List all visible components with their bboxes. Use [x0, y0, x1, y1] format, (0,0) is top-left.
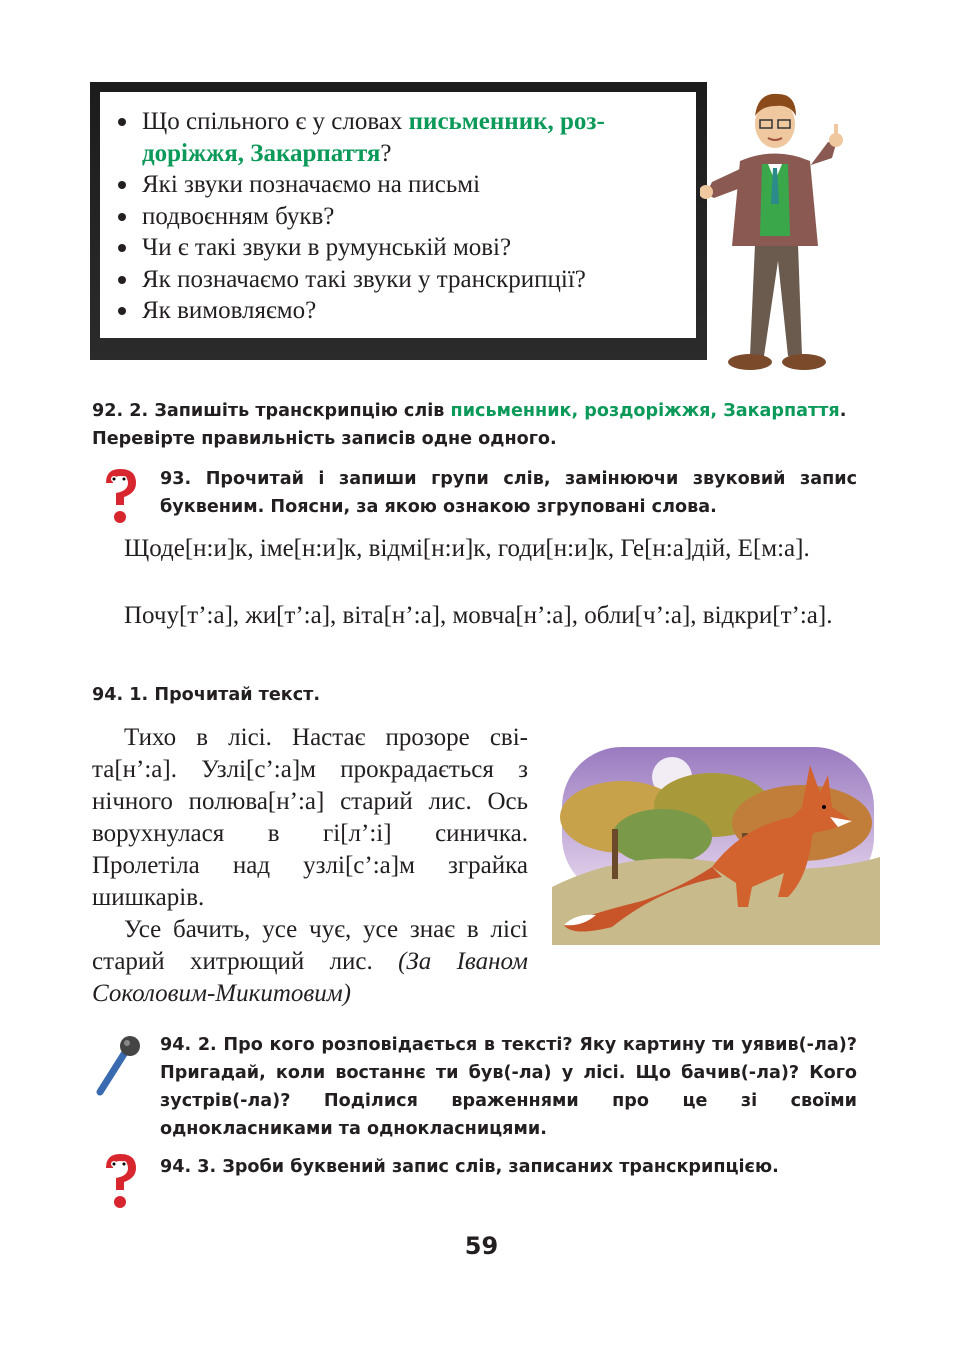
reading-paragraph-1: Тихо в лісі. Настає прозоре сві-та[н’:а]. Узлі[с’:а]м прокрадається з нічного полюва[н’:а] старий лис. Ось ворухнулася в гі[л’:і] синичка. Пролетіла над узлі[с’:а]м зграйка шишкарів.	[92, 724, 528, 911]
question-mark-text: ?	[380, 139, 392, 167]
teacher-illustration	[700, 86, 860, 378]
text-source: (За Іваном Соколовим-Микитовим)	[92, 948, 528, 1007]
reading-paragraph-2-text: Усе бачить, усе чує, усе знає в лісі старий хитрющий лис.	[92, 916, 528, 975]
task-94-2: 94. 2. Про кого розповідається в тексті? Яку картину ти уявив(-ла)? Пригадай, коли востаннє ти був(-ла) у лісі. Що бачив(-ла)? Кого зустрів(-ла)? Поділися враженнями про це зі своїми однокласниками та однокласницями.	[160, 1035, 857, 1139]
question-item: Чи є такі звуки в румунській мові?	[112, 232, 696, 264]
reading-paragraph-2	[92, 914, 528, 1010]
fox-illustration	[552, 737, 880, 945]
question-item: Які звуки позначаємо на письмі	[112, 169, 696, 201]
task-92-2	[92, 397, 872, 453]
question-item: Як вимовляємо?	[112, 295, 696, 327]
reading-text	[92, 722, 528, 1010]
task-92-2-text: 92. 2. Запишіть транскрипцію слів	[92, 401, 451, 421]
word-group-1: Щоде[н:и]к, іме[н:и]к, відмі[н:и]к, годи[н:и]к, Ге[н:а]дій, Е[м:а].	[124, 535, 810, 562]
task-94-3: 94. 3. Зроби буквений запис слів, записаних транскрипцією.	[160, 1157, 779, 1177]
task-94-1: 94. 1. Прочитай текст.	[92, 685, 321, 705]
task-93: 93. Прочитай і запиши групи слів, замінюючи звуковий запис буквеним. Поясни, за якою ознакою згруповані слова.	[160, 469, 857, 517]
question-board-panel	[100, 92, 696, 338]
task-92-2-period: .	[839, 401, 847, 421]
page-number: 59	[464, 1232, 499, 1260]
question-list	[100, 92, 696, 327]
task-92-2-words: письменник, роздоріжжя, Закарпаття	[450, 401, 840, 421]
question-mark-icon	[98, 1150, 142, 1212]
question-item	[112, 106, 696, 169]
question-mark-icon	[98, 465, 142, 527]
microphone-icon	[94, 1034, 142, 1096]
task-92-2-line2: Перевірте правильність записів одне одного.	[92, 429, 557, 449]
word-group-2: Почу[т’:а], жи[т’:а], віта[н’:а], мовча[н’:а], обли[ч’:а], відкри[т’:а].	[124, 602, 833, 629]
question-item: Як позначаємо такі звуки у транскрипції?	[112, 264, 696, 296]
highlighted-words: письменник, роз-доріжжя, Закарпаття	[142, 108, 605, 167]
question-item: подвоєнням букв?	[112, 201, 696, 233]
question-text: Що спільного є у словах	[142, 108, 409, 135]
question-board	[90, 82, 707, 360]
